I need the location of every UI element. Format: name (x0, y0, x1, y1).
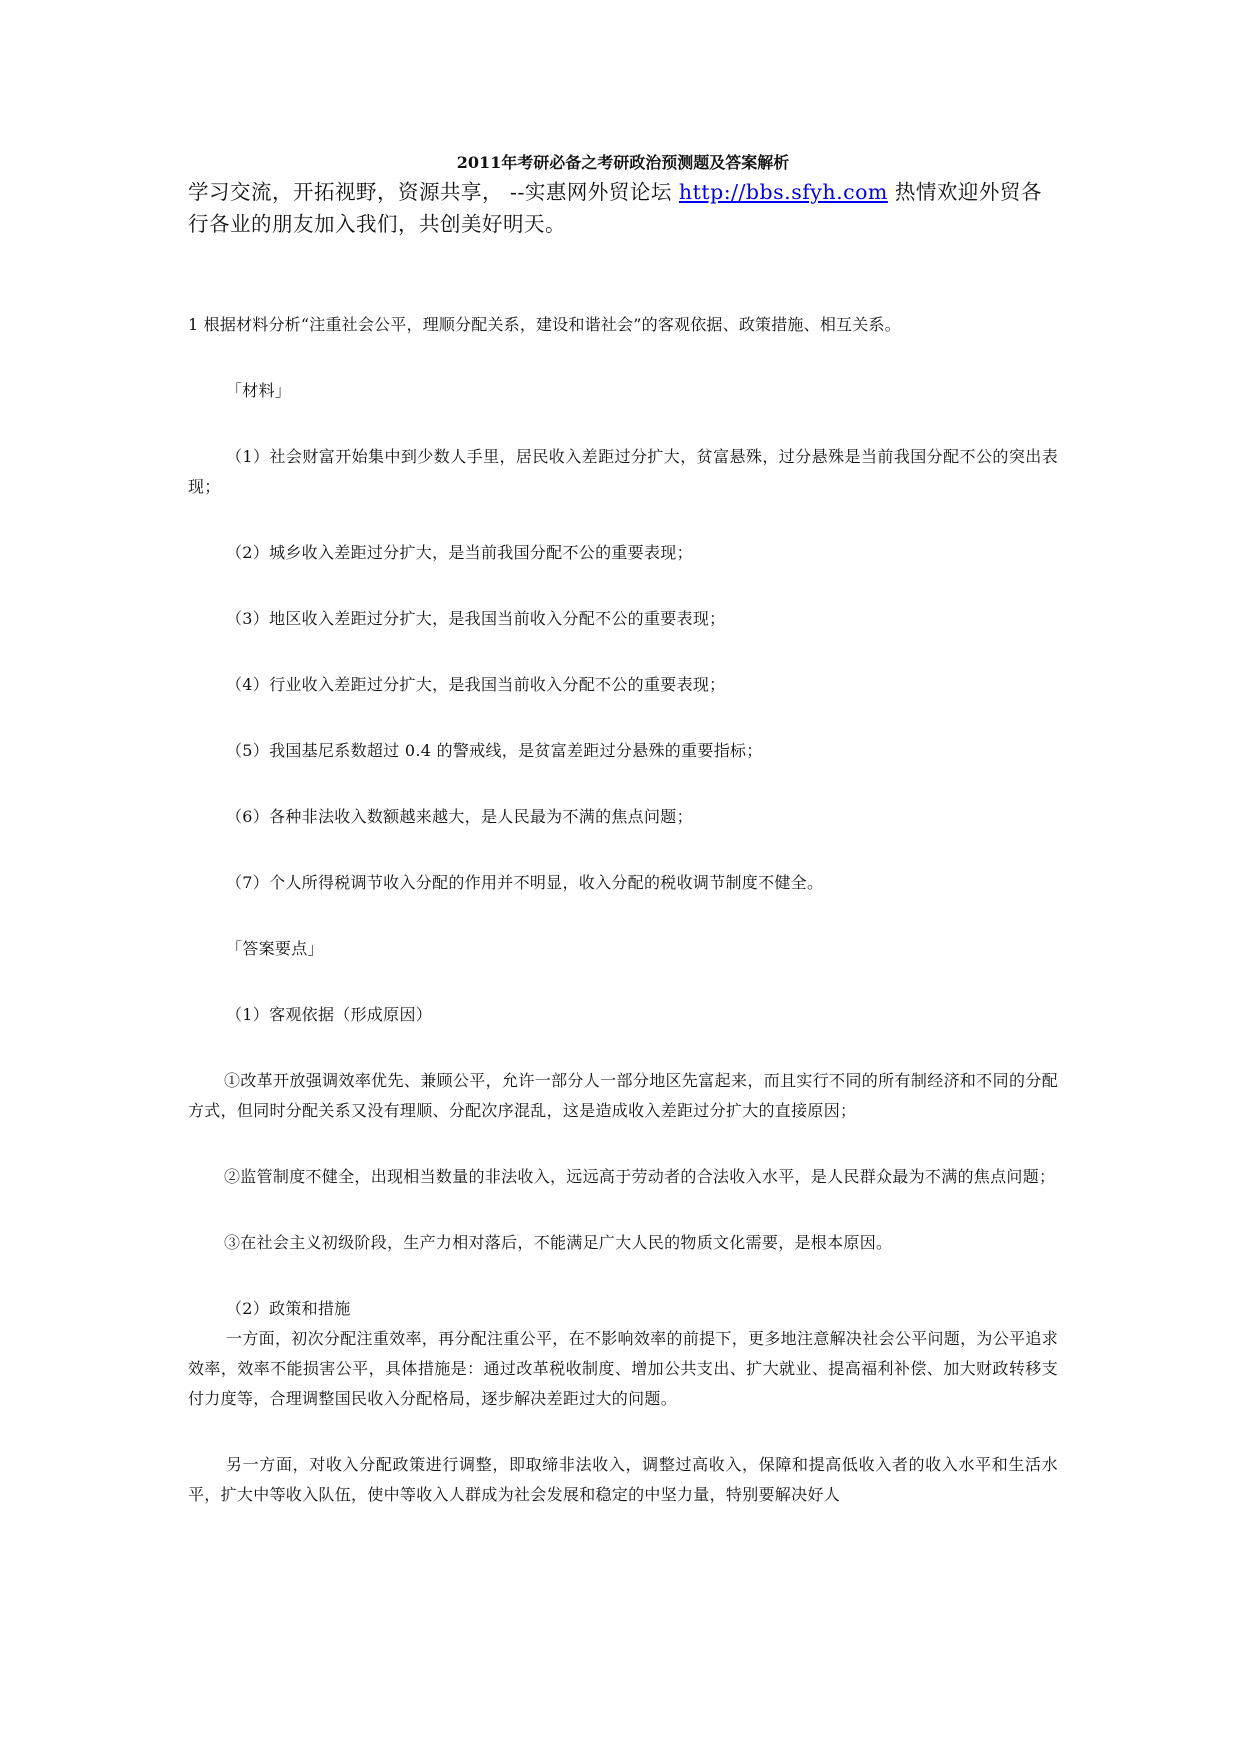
reason-item-1: ①改革开放强调效率优先、兼顾公平，允许一部分人一部分地区先富起来，而且实行不同的所有制经济和不同的分配方式，但同时分配关系又没有理顺、分配次序混乱，这是造成收入差距过分扩大的直接原因； (188, 1071, 1058, 1120)
banner-text-after: 热情欢迎外贸各行各业的朋友加入我们，共创美好明天。 (188, 180, 1042, 236)
material-label: 「材料」 (226, 381, 292, 400)
policy-paragraph-1: 一方面，初次分配注重效率，再分配注重公平，在不影响效率的前提下，更多地注意解决社会公平问题，为公平追求效率，效率不能损害公平，具体措施是：通过改革税收制度、增加公共支出、扩大就业、提高福利补偿、加大财政转移支付力度等，合理调整国民收入分配格局，逐步解决差距过大的问题。 (188, 1329, 1058, 1408)
material-item-1: （1）社会财富开始集中到少数人手里，居民收入差距过分扩大，贫富悬殊，过分悬殊是当前我国分配不公的突出表现； (188, 447, 1058, 496)
material-item-4: （4）行业收入差距过分扩大，是我国当前收入分配不公的重要表现； (226, 675, 726, 694)
question-text: 1 根据材料分析“注重社会公平，理顺分配关系，建设和谐社会”的客观依据、政策措施、相互关系。 (188, 315, 901, 334)
section1-heading: （1）客观依据（形成原因） (226, 1005, 433, 1024)
section2-heading: （2）政策和措施 (226, 1299, 351, 1318)
banner-text-before: 学习交流，开拓视野，资源共享， --实惠网外贸论坛 (188, 180, 679, 204)
material-item-5: （5）我国基尼系数超过 0.4 的警戒线，是贫富差距过分悬殊的重要指标； (226, 741, 763, 760)
forum-banner (188, 176, 1058, 240)
reason-item-2: ②监管制度不健全，出现相当数量的非法收入，远远高于劳动者的合法收入水平，是人民群众最为不满的焦点问题； (224, 1167, 1056, 1186)
document-title: 2011年考研必备之考研政治预测题及答案解析 (456, 153, 790, 172)
reason-item-3: ③在社会主义初级阶段，生产力相对落后，不能满足广大人民的物质文化需要，是根本原因。 (224, 1233, 893, 1252)
forum-link[interactable]: http://bbs.sfyh.com (678, 180, 888, 204)
material-item-7: （7）个人所得税调节收入分配的作用并不明显，收入分配的税收调节制度不健全。 (226, 873, 824, 892)
document-page (188, 152, 1058, 1510)
policy-paragraph-2: 另一方面，对收入分配政策进行调整，即取缔非法收入，调整过高收入，保障和提高低收入者的收入水平和生活水平，扩大中等收入队伍，使中等收入人群成为社会发展和稳定的中坚力量，特别要解决好人 (188, 1455, 1058, 1504)
material-item-6: （6）各种非法收入数额越来越大，是人民最为不满的焦点问题； (226, 807, 693, 826)
material-item-2: （2）城乡收入差距过分扩大，是当前我国分配不公的重要表现； (226, 543, 693, 562)
answer-label: 「答案要点」 (226, 939, 324, 958)
material-item-3: （3）地区收入差距过分扩大，是我国当前收入分配不公的重要表现； (226, 609, 726, 628)
